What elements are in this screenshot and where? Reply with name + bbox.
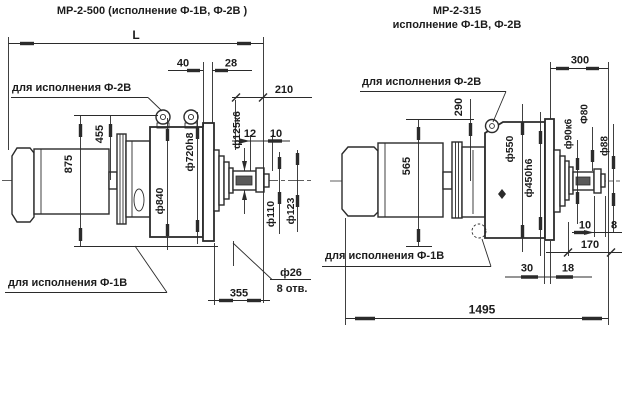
left-coupling [117, 134, 150, 224]
left-dim-40-text: 40 [176, 57, 190, 70]
left-eyebolt-2 [184, 110, 198, 128]
left-label-f2v [11, 82, 162, 111]
left-dim-355 [208, 243, 270, 305]
right-dim-450-text: ф450h6 [522, 158, 535, 198]
right-dim-80-text: Ф80 [579, 104, 591, 124]
right-keyway [576, 177, 590, 185]
left-dim-210-text: 210 [274, 84, 294, 96]
right-dim-1495-text: 1495 [468, 302, 496, 317]
left-dim-123-text: ф123 [284, 197, 297, 225]
left-output-shaft [214, 150, 269, 211]
left-dim-L-text: L [132, 28, 140, 42]
left-title: МР-2-500 (исполнение Ф-1В, Ф-2В ) [56, 5, 248, 17]
right-label-f2v [360, 76, 506, 122]
right-dim-290-text: 290 [452, 97, 465, 117]
left-dim-26-text: ф26 [280, 267, 302, 279]
left-dim-840-text: ф840 [153, 187, 166, 215]
left-dim-455-text: 455 [93, 124, 106, 144]
left-dim-12-text: 12 [243, 128, 257, 140]
right-label-f1v [322, 239, 491, 267]
right-dim-80 [580, 104, 593, 171]
left-dim-110-text: ф110 [264, 200, 277, 228]
right-dim-30-text: 30 [520, 262, 534, 275]
left-dim-10-text: 10 [269, 128, 283, 140]
right-dim-88-text: ф88 [599, 136, 611, 156]
left-label-f1v [5, 246, 167, 293]
right-label-f1v-text: для исполнения Ф-1В [325, 250, 445, 262]
right-dim-170-text: 170 [580, 239, 600, 251]
right-output-shaft [554, 150, 605, 212]
right-label-f2v-text: для исполнения Ф-2В [362, 76, 482, 88]
right-dim-18-text: 18 [561, 262, 575, 275]
right-dim-30-18 [505, 241, 592, 284]
left-holes-text: 8 отв. [276, 283, 308, 295]
left-dim-28-text: 28 [224, 57, 238, 70]
right-coupling [452, 142, 485, 218]
left-label-f1v-text: для исполнения Ф-1В [8, 277, 128, 289]
left-keyway [236, 176, 252, 185]
right-dim-10-text: 10 [578, 219, 592, 232]
right-title-line1: МР-2-315 [432, 5, 482, 17]
left-dim-123 [285, 150, 298, 232]
right-dim-8-text: 8 [610, 219, 618, 232]
right-drawing [322, 5, 622, 325]
left-label-f2v-text: для исполнения Ф-2В [12, 82, 132, 94]
right-eyebolt [486, 120, 499, 133]
right-f1v-target [472, 224, 486, 238]
right-dim-565-text: 565 [400, 156, 413, 176]
left-dim-875-text: 875 [62, 154, 75, 174]
left-dim-720-text: ф720h8 [183, 132, 196, 172]
right-dim-300-text: 300 [570, 54, 590, 67]
left-drawing [2, 5, 312, 305]
left-dim-125 [231, 111, 247, 214]
left-dim-355-text: 355 [229, 287, 249, 300]
right-dim-550-text: ф550 [503, 135, 516, 163]
right-motor [342, 143, 452, 217]
right-title-line2: исполнение Ф-1В, Ф-2В [392, 19, 522, 31]
left-dim-125-text: ф125к6 [230, 111, 243, 149]
right-dim-90-text: ф90к6 [563, 118, 575, 150]
left-gearbox [150, 110, 214, 241]
